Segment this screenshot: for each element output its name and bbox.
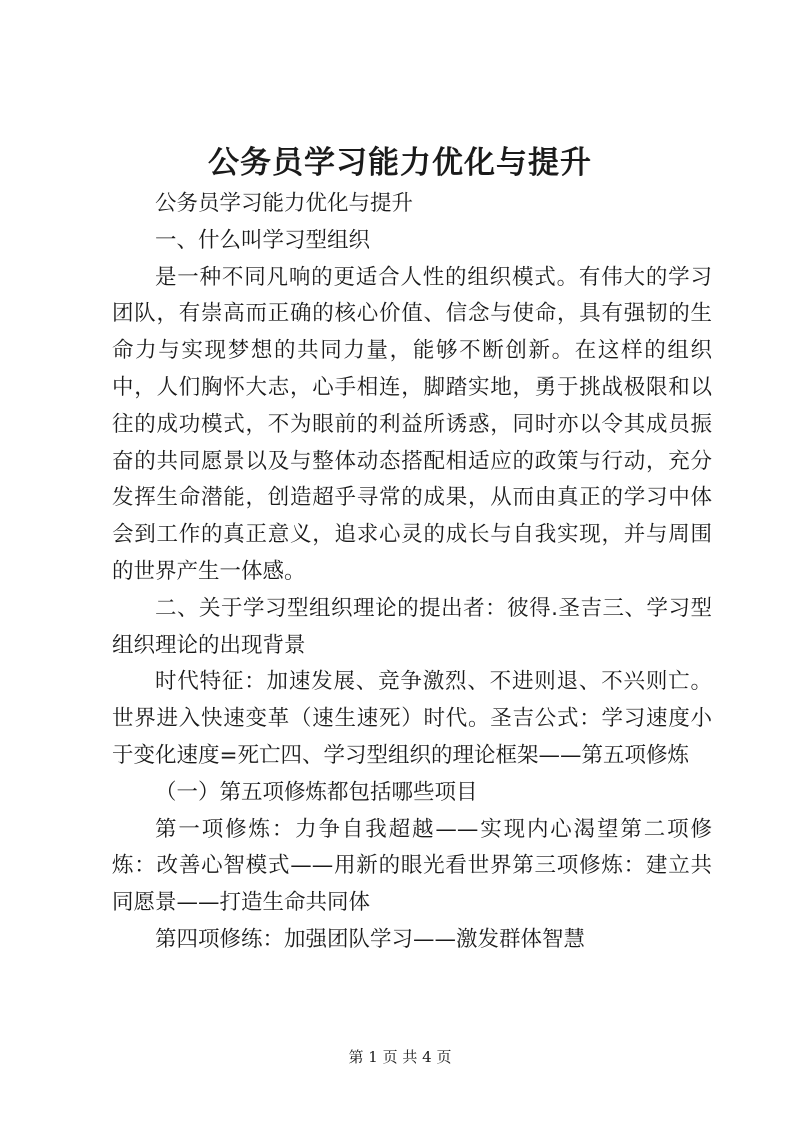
paragraph-subtitle: 公务员学习能力优化与提升 — [155, 191, 414, 216]
document-body — [112, 186, 712, 959]
page-number-footer: 第 1 页 共 4 页 — [348, 1048, 452, 1066]
paragraph-subheading: （一）第五项修炼都包括哪些项目 — [155, 779, 478, 805]
paragraph-discipline-4: 第四项修练：加强团队学习——激发群体智慧 — [155, 926, 586, 952]
paragraph-definition: 是一种不同凡响的更适合人性的组织模式。有伟大的学习团队，有崇高而正确的核心价值、信念与使命，具有强韧的生命力与实现梦想的共同力量，能够不断创新。在这样的组织中，人们胸怀大志，心手相连，脚踏实地，勇于挑战极限和以往的成功模式，不为眼前的利益所诱惑，同时亦以令其成员振奋的共同愿景以及与整体动态搭配相适应的政策与行动，充分发挥生命潜能，创造超乎寻常的成果，从而由真正的学习中体会到工作的真正意义，追求心灵的成长与自我实现，并与周围的世界产生一体感。 — [112, 264, 712, 584]
paragraph-disciplines-1-3: 第一项修炼：力争自我超越——实现内心渴望第二项修炼：改善心智模式——用新的眼光看世界第三项修炼：建立共同愿景——打造生命共同体 — [112, 816, 712, 916]
paragraph-background: 时代特征：加速发展、竞争激烈、不进则退、不兴则亡。世界进入快速变革（速生速死）时代。圣吉公式：学习速度小于变化速度=死亡四、学习型组织的理论框架——第五项修炼 — [112, 669, 712, 768]
paragraph-heading-1: 一、什么叫学习型组织 — [155, 227, 371, 253]
page-title: 公务员学习能力优化与提升 — [208, 145, 592, 181]
paragraph-heading-2: 二、关于学习型组织理论的提出者：彼得.圣吉三、学习型组织理论的出现背景 — [112, 595, 712, 658]
